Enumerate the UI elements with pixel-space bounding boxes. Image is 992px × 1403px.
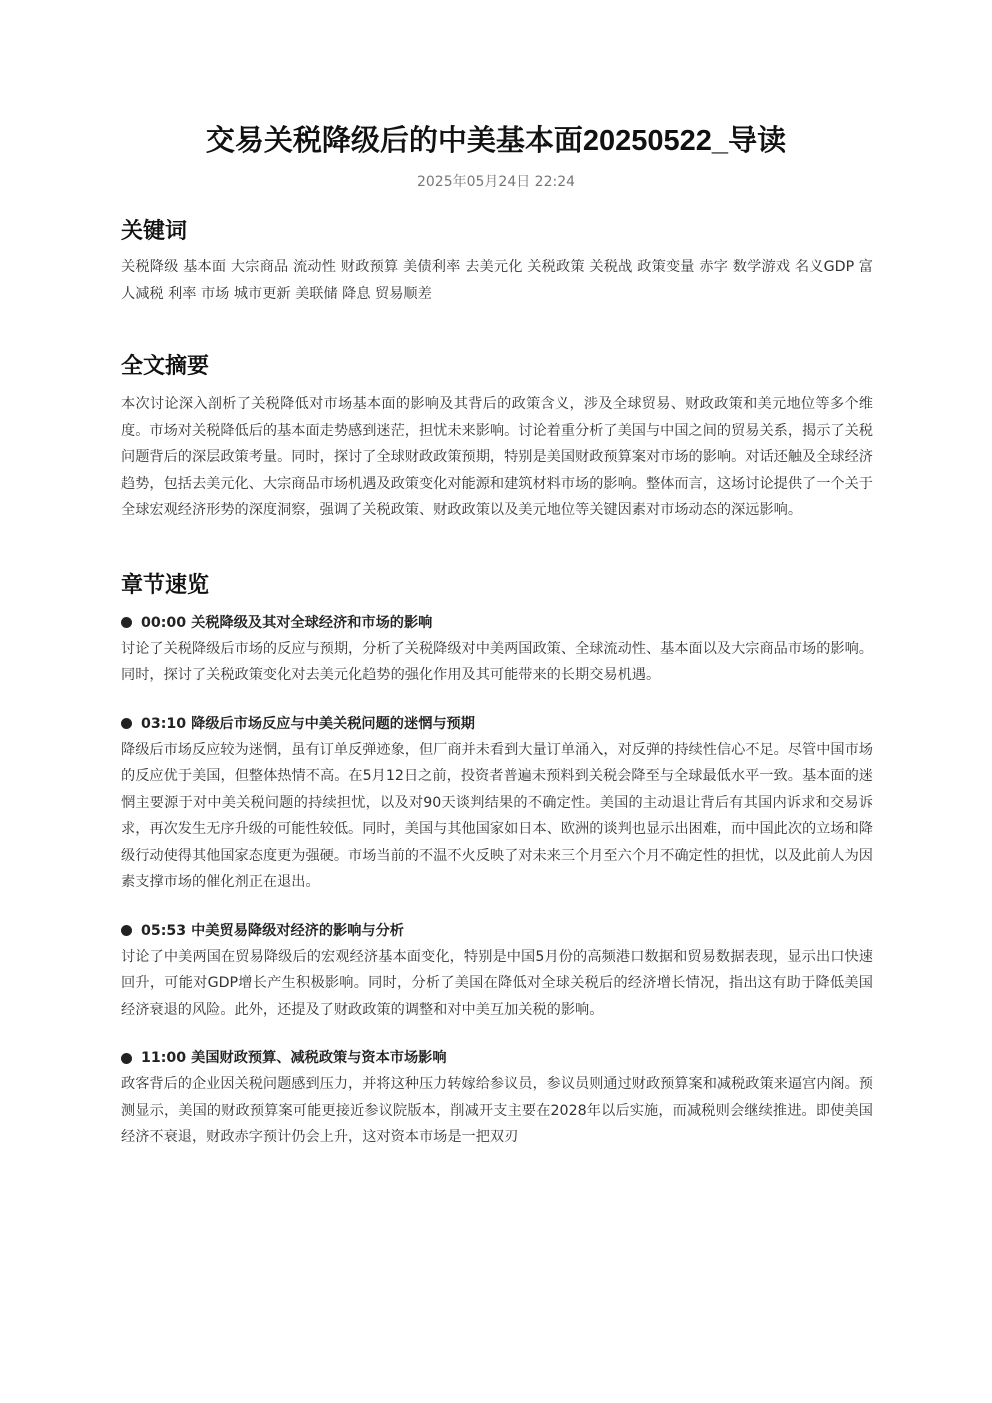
chapter-title: 关税降级及其对全球经济和市场的影响: [191, 614, 433, 631]
chapter-text: 讨论了中美两国在贸易降级后的宏观经济基本面变化，特别是中国5月份的高频港口数据和贸易数据表现，显示出口快速回升，可能对GDP增长产生积极影响。同时，分析了美国在降低对全球关税后的经济增长情况，指出这有助于降低美国经济衰退的风险。此外，还提及了财政政策的调整和对中美互加关税的影响。: [121, 948, 873, 1018]
chapter-item: [121, 612, 873, 689]
keywords-list: 关税降级 基本面 大宗商品 流动性 财政预算 美债利率 去美元化 关税政策 关税战 政策变量 赤字 数学游戏 名义GDP 富人减税 利率 市场 城市更新 美联储 降息 贸易顺差: [121, 259, 873, 302]
chapter-header: [121, 1047, 873, 1069]
summary-heading: 全文摘要: [121, 354, 210, 379]
chapter-title: 降级后市场反应与中美关税问题的迷惘与预期: [191, 715, 475, 732]
chapters-section: [121, 568, 873, 1151]
document-title: 交易关税降级后的中美基本面20250522_导读: [205, 125, 787, 157]
chapter-item: [121, 920, 873, 1024]
chapter-header: [121, 612, 873, 634]
chapter-text: 降级后市场反应较为迷惘，虽有订单反弹迹象，但厂商并未看到大量订单涌入，对反弹的持续性信心不足。尽管中国市场的反应优于美国，但整体热情不高。在5月12日之前，投资者普遍未预料到关税会降至与全球最低水平一致。基本面的迷惘主要源于对中美关税问题的持续担忧，以及对90天谈判结果的不确定性。美国的主动退让背后有其国内诉求和交易诉求，再次发生无序升级的可能性较低。同时，美国与其他国家如日本、欧洲的谈判也显示出困难，而中国此次的立场和降级行动使得其他国家态度更为强硬。市场当前的不温不火反映了对未来三个月至六个月不确定性的担忧，以及此前人为因素支撑市场的催化剂正在退出。: [121, 741, 873, 890]
chapter-title: 中美贸易降级对经济的影响与分析: [191, 922, 404, 939]
document-content: [121, 214, 873, 1151]
chapter-timestamp: 05:53: [141, 922, 187, 939]
summary-section: [121, 349, 873, 524]
keywords-heading: 关键词: [121, 219, 188, 244]
chapter-text: 讨论了关税降级后市场的反应与预期，分析了关税降级对中美两国政策、全球流动性、基本面以及大宗商品市场的影响。同时，探讨了关税政策变化对去美元化趋势的强化作用及其可能带来的长期交易机遇。: [121, 640, 873, 683]
chapter-timestamp: 00:00: [141, 614, 187, 631]
chapters-heading: 章节速览: [121, 572, 210, 598]
chapter-item: [121, 1047, 873, 1151]
chapter-header: [121, 920, 873, 942]
chapter-timestamp: 03:10: [141, 715, 187, 732]
document-date: 2025年05月24日 22:24: [416, 174, 576, 190]
bullet-icon: [121, 718, 132, 729]
chapter-timestamp: 11:00: [141, 1050, 187, 1066]
keywords-section: [121, 214, 873, 307]
chapter-text: 政客背后的企业因关税问题感到压力，并将这种压力转嫁给参议员，参议员则通过财政预算案和减税政策来逼宫内阁。预测显示，美国的财政预算案可能更接近参议院版本，削减开支主要在2028年以后实施，而减税则会继续推进。即使美国经济不衰退，财政赤字预计仍会上升，这对资本市场是一把双刃: [121, 1076, 873, 1145]
bullet-icon: [121, 925, 132, 936]
summary-text: 本次讨论深入剖析了关税降低对市场基本面的影响及其背后的政策含义，涉及全球贸易、财政政策和美元地位等多个维度。市场对关税降低后的基本面走势感到迷茫，担忧未来影响。讨论着重分析了美国与中国之间的贸易关系，揭示了关税问题背后的深层政策考量。同时，探讨了全球财政政策预期，特别是美国财政预算案对市场的影响。对话还触及全球经济趋势，包括去美元化、大宗商品市场机遇及政策变化对能源和建筑材料市场的影响。整体而言，这场讨论提供了一个关于全球宏观经济形势的深度洞察，强调了关税政策、财政政策以及美元地位等关键因素对市场动态的深远影响。: [121, 396, 873, 518]
chapter-item: [121, 713, 873, 896]
bullet-icon: [121, 617, 132, 628]
chapter-title: 美国财政预算、减税政策与资本市场影响: [191, 1050, 447, 1066]
bullet-icon: [121, 1053, 132, 1064]
chapter-header: [121, 713, 873, 735]
